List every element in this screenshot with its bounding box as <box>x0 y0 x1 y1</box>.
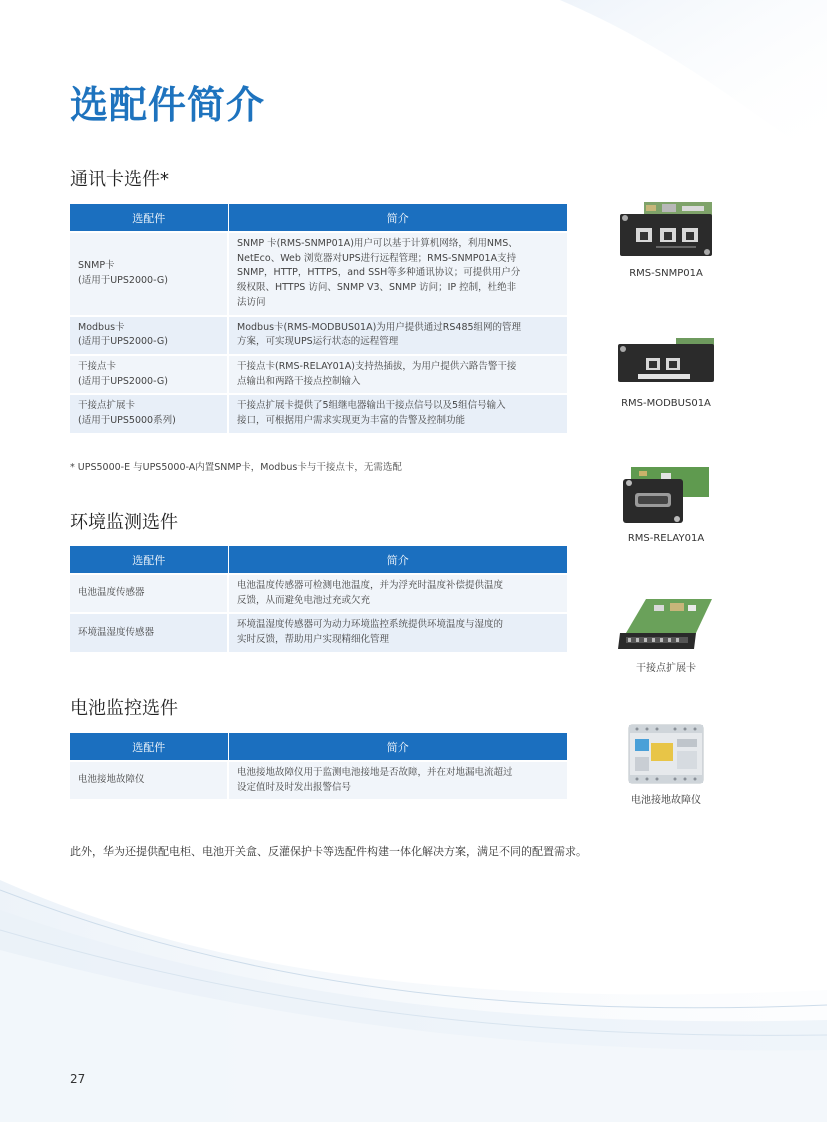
cell-line: 点输出和两路干接点控制输入 <box>237 375 361 387</box>
table-header-cell: 简介 <box>228 204 567 232</box>
table-header-row <box>70 733 567 761</box>
cell-line: SNMP 卡(RMS-SNMP01A)用户可以基于计算机网络，利用NMS、 <box>237 238 518 249</box>
cell-line: 电池接地故障仪用于监测电池接地是否故障，并在对地漏电流超过 <box>237 767 513 778</box>
footnote: * UPS5000-E 与UPS5000-A内置SNMP卡，Modbus卡与干接点卡，无需选配 <box>70 462 402 473</box>
option-name-cell <box>70 574 228 613</box>
table-header-cell: 简介 <box>228 733 567 761</box>
cell-line: 环境温湿度传感器可为动力环境监控系统提供环境温度与湿度的 <box>237 619 504 631</box>
product-caption: RMS-MODBUS01A <box>621 398 711 409</box>
cell-line: 法访问 <box>237 296 266 308</box>
table-row <box>70 316 567 355</box>
product-ground-fault-detector <box>606 723 726 806</box>
relay-extension-card-icon <box>616 593 716 653</box>
option-name-cell <box>70 355 228 394</box>
section-title-battery-monitoring: 电池监控选件 <box>70 698 178 719</box>
relay-card-icon <box>621 465 711 527</box>
cell-line: (适用于UPS2000-G) <box>78 336 168 348</box>
cell-line: 干接点卡(RMS-RELAY01A)支持热插拔，为用户提供六路告警干接 <box>237 361 517 373</box>
option-desc-cell <box>228 394 567 432</box>
cell-line: Modbus卡(RMS-MODBUS01A)为用户提供通过RS485组网的管理 <box>237 321 522 333</box>
cell-line: 级权限、HTTPS 访问、SNMP V3、SNMP 访问；IP 控制，杜绝非 <box>237 282 517 294</box>
cell-line: 电池温度传感器 <box>78 587 145 599</box>
table-header-cell: 选配件 <box>70 733 228 761</box>
page-title: 选配件简介 <box>70 83 266 127</box>
cell-line: (适用于UPS2000-G) <box>78 375 168 387</box>
table-header-row <box>70 546 567 574</box>
bottom-note: 此外，华为还提供配电柜、电池开关盒、反灌保护卡等选配件构建一体化解决方案，满足不同的配置需求。 <box>70 845 587 858</box>
env-monitoring-table <box>70 546 567 652</box>
ground-fault-detector-icon <box>621 723 711 785</box>
cell-line: 接口，可根据用户需求实现更为丰富的告警及控制功能 <box>237 415 466 427</box>
section-title-comm-cards: 通讯卡选件* <box>70 169 169 190</box>
cell-line: (适用于UPS5000系列) <box>78 415 176 427</box>
table-row <box>70 761 567 799</box>
cell-line: 干接点扩展卡 <box>78 400 136 412</box>
modbus-card-icon <box>616 336 716 392</box>
comm-cards-table <box>70 204 567 433</box>
option-desc-cell <box>228 316 567 355</box>
option-desc-cell <box>228 232 567 316</box>
cell-line: SNMP卡 <box>78 260 115 272</box>
product-caption: RMS-RELAY01A <box>627 533 705 544</box>
option-desc-cell <box>228 574 567 613</box>
cell-line: 设定值时及时发出报警信号 <box>237 781 352 793</box>
cell-line: 环境温湿度传感器 <box>78 626 155 638</box>
table-header-cell: 简介 <box>228 546 567 574</box>
table-row <box>70 232 567 316</box>
cell-line: SNMP，HTTP，HTTPS，and SSH等多种通讯协议；可提供用户分 <box>237 267 521 279</box>
table-header-row <box>70 204 567 232</box>
option-name-cell <box>70 316 228 355</box>
product-caption: 干接点扩展卡 <box>636 663 696 674</box>
cell-line: 反馈，从而避免电池过充或欠充 <box>237 594 371 606</box>
option-desc-cell <box>228 613 567 651</box>
cell-line: 干接点扩展卡提供了5组继电器输出干接点信号以及5组信号输入 <box>237 400 506 412</box>
option-desc-cell <box>228 761 567 799</box>
option-name-cell <box>70 394 228 432</box>
cell-line: (适用于UPS2000-G) <box>78 274 168 286</box>
battery-monitoring-table <box>70 733 567 799</box>
cell-line: NetEco、Web 浏览器对UPS进行远程管理；RMS-SNMP01A支持 <box>237 252 517 264</box>
table-row <box>70 574 567 613</box>
product-caption: RMS-SNMP01A <box>629 268 703 279</box>
cell-line: 实时反馈，帮助用户实现精细化管理 <box>237 634 390 646</box>
cell-line: 电池温度传感器可检测电池温度，并为浮充时温度补偿提供温度 <box>237 580 504 591</box>
option-name-cell <box>70 232 228 316</box>
table-header-cell: 选配件 <box>70 546 228 574</box>
option-name-cell <box>70 761 228 799</box>
cell-line: Modbus卡 <box>78 321 125 333</box>
snmp-card-icon <box>616 200 716 262</box>
cell-line: 干接点卡 <box>78 361 117 373</box>
section-title-env-monitoring: 环境监测选件 <box>70 512 178 533</box>
product-relay-extension-card <box>606 593 726 674</box>
cell-line: 电池接地故障仪 <box>78 774 145 786</box>
table-row <box>70 613 567 651</box>
option-desc-cell <box>228 355 567 394</box>
page-number: 27 <box>70 1072 86 1086</box>
cell-line: 方案，可实现UPS运行状态的远程管理 <box>237 336 399 348</box>
table-row <box>70 394 567 432</box>
option-name-cell <box>70 613 228 651</box>
product-snmp-card <box>606 200 726 279</box>
product-caption: 电池接地故障仪 <box>631 795 701 806</box>
product-relay-card <box>606 465 726 544</box>
table-header-cell: 选配件 <box>70 204 228 232</box>
product-modbus-card <box>606 336 726 409</box>
table-row <box>70 355 567 394</box>
